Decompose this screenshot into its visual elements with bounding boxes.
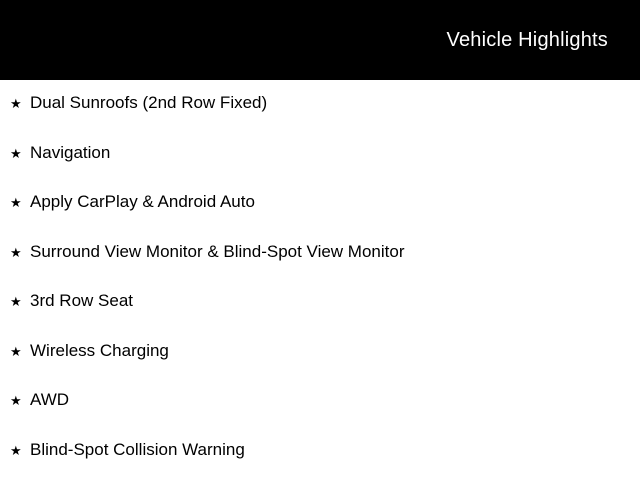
star-icon: ★ bbox=[10, 295, 30, 308]
highlight-label: Blind-Spot Collision Warning bbox=[30, 441, 245, 458]
star-icon: ★ bbox=[10, 246, 30, 259]
star-icon: ★ bbox=[10, 196, 30, 209]
highlight-label: Navigation bbox=[30, 144, 110, 161]
list-item bbox=[0, 94, 640, 144]
star-icon: ★ bbox=[10, 444, 30, 457]
list-item bbox=[0, 391, 640, 441]
highlight-label: Wireless Charging bbox=[30, 342, 169, 359]
highlight-label: Surround View Monitor & Blind-Spot View Monitor bbox=[30, 243, 405, 260]
highlight-label: Apply CarPlay & Android Auto bbox=[30, 193, 255, 210]
list-item bbox=[0, 441, 640, 490]
list-item bbox=[0, 193, 640, 243]
list-item bbox=[0, 243, 640, 293]
star-icon: ★ bbox=[10, 345, 30, 358]
page-title: Vehicle Highlights bbox=[447, 30, 608, 50]
highlight-label: Dual Sunroofs (2nd Row Fixed) bbox=[30, 94, 267, 111]
header-bar bbox=[0, 0, 640, 80]
highlights-list bbox=[0, 80, 640, 490]
star-icon: ★ bbox=[10, 147, 30, 160]
list-item bbox=[0, 342, 640, 392]
star-icon: ★ bbox=[10, 394, 30, 407]
list-item bbox=[0, 292, 640, 342]
list-item bbox=[0, 144, 640, 194]
highlight-label: AWD bbox=[30, 391, 69, 408]
star-icon: ★ bbox=[10, 97, 30, 110]
highlight-label: 3rd Row Seat bbox=[30, 292, 133, 309]
